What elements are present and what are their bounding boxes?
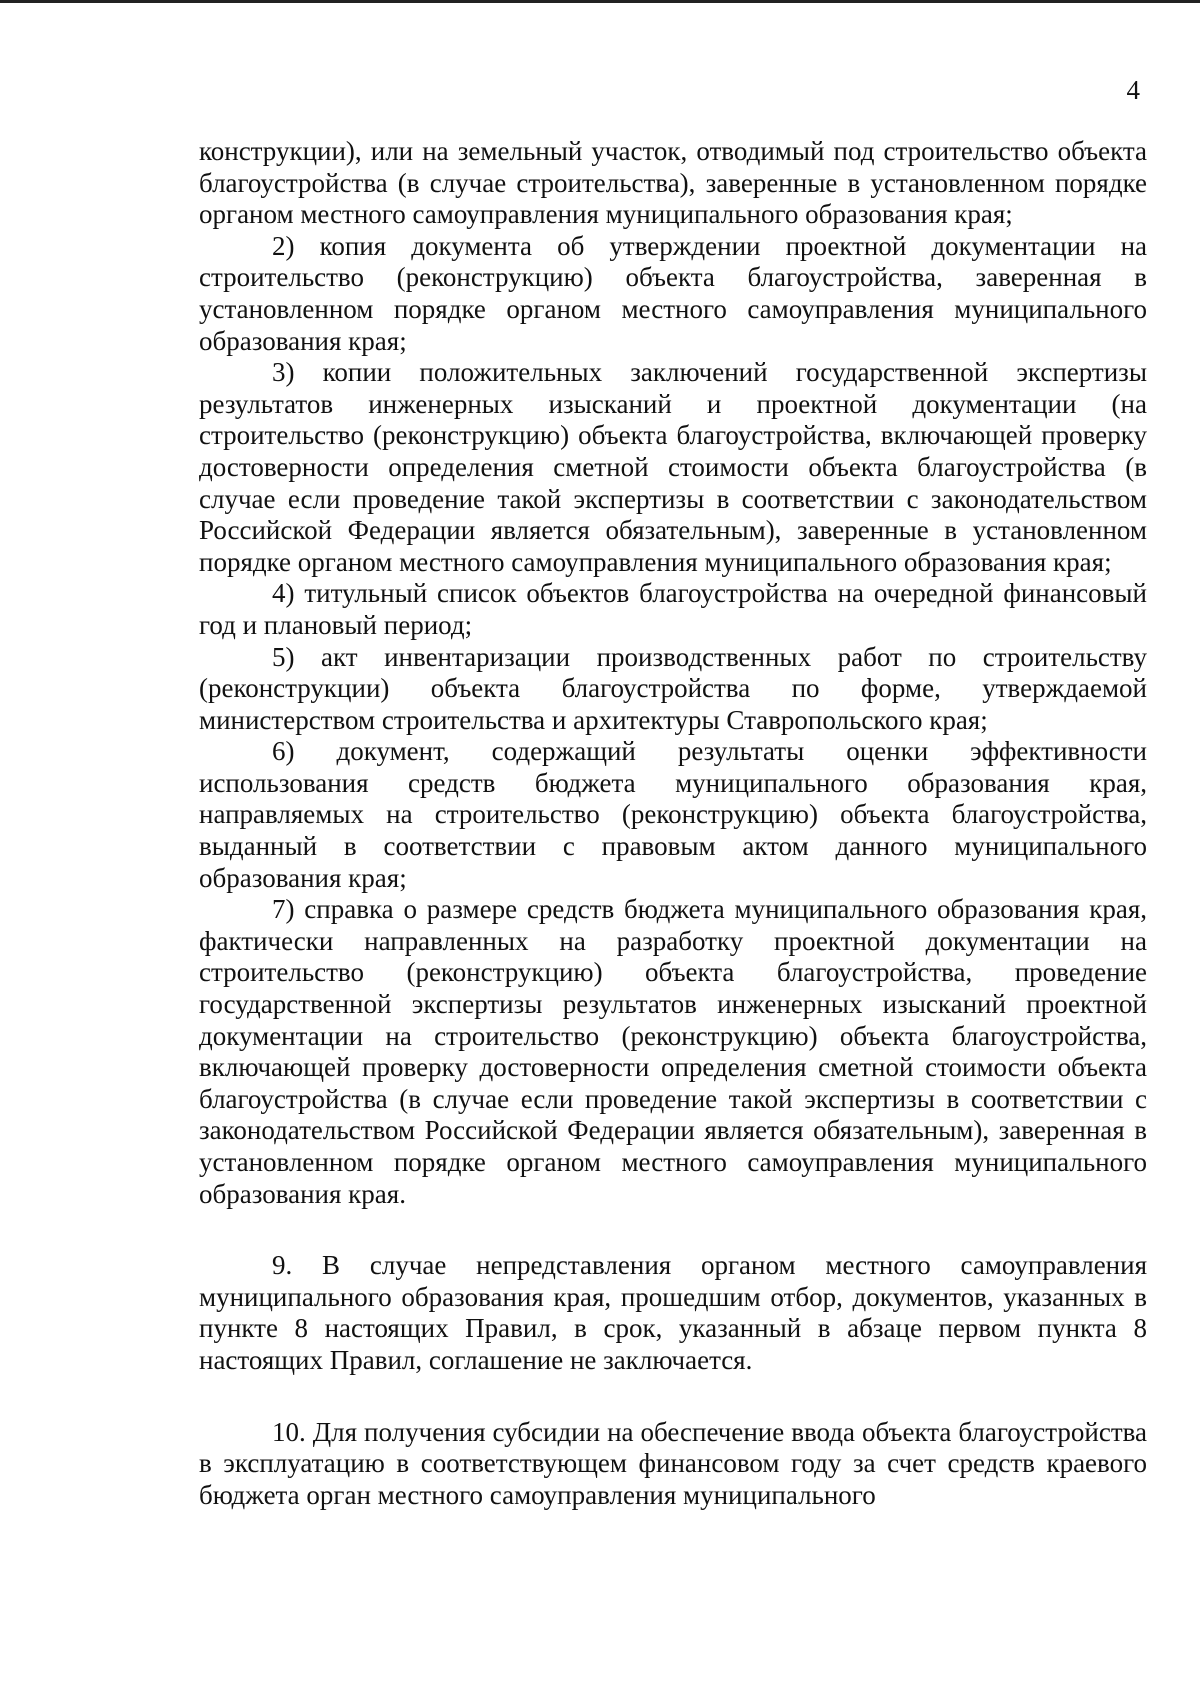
list-item-6: 6) документ, содержащий результаты оценки эффективности использования средств бюджета муниципального образования края, направляемых на строительство (реконструкцию) объекта благоустройства, выданный в соответствии с правовым актом данного муниципального образования края; <box>199 736 1147 893</box>
document-body <box>199 136 1147 1511</box>
section-10-paragraph: 10. Для получения субсидии на обеспечение ввода объекта благоустройства в эксплуатацию в соответствующем финансовом году за счет средств краевого бюджета орган местного самоуправления муниципального <box>199 1416 1147 1510</box>
section-9-paragraph: 9. В случае непредставления органом местного самоуправления муниципального образования края, прошедшим отбор, документов, указанных в пункте 8 настоящих Правил, в срок, указанный в абзаце первом пункта 8 настоящих Правил, соглашение не заключается. <box>199 1250 1147 1375</box>
list-item-2: 2) копия документа об утверждении проектной документации на строительство (реконструкцию) объекта благоустройства, заверенная в установленном порядке органом местного самоуправления муниципального образования края; <box>199 230 1147 356</box>
list-item-5: 5) акт инвентаризации производственных работ по строительству (реконструкции) объекта благоустройства по форме, утверждаемой министерством строительства и архитектуры Ставропольского края; <box>199 641 1147 735</box>
page-number: 4 <box>1126 75 1140 105</box>
list-item-4: 4) титульный список объектов благоустройства на очередной финансовый год и плановый период; <box>199 578 1147 640</box>
paragraph-continuation: конструкции), или на земельный участок, отводимый под строительство объекта благоустройства (в случае строительства), заверенные в установленном порядке органом местного самоуправления муниципального образования края; <box>199 136 1147 230</box>
list-item-7: 7) справка о размере средств бюджета муниципального образования края, фактически направленных на разработку проектной документации на строительство (реконструкцию) объекта благоустройства, проведение государственной экспертизы результатов инженерных изысканий проектной документации на строительство (реконструкцию) объекта благоустройства, включающей проверку достоверности определения сметной стоимости объекта благоустройства (в случае если проведение такой экспертизы в соответствии с законодательством Российской Федерации является обязательным), заверенная в установленном порядке органом местного самоуправления муниципального образования края. <box>199 894 1147 1209</box>
list-item-3: 3) копии положительных заключений государственной экспертизы результатов инженерных изысканий и проектной документации (на строительство (реконструкцию) объекта благоустройства, включающей проверку достоверности определения сметной стоимости объекта благоустройства (в случае если проведение такой экспертизы в соответствии с законодательством Российской Федерации является обязательным), заверенные в установленном порядке органом местного самоуправления муниципального образования края; <box>199 357 1147 577</box>
top-border-line <box>0 0 1200 3</box>
